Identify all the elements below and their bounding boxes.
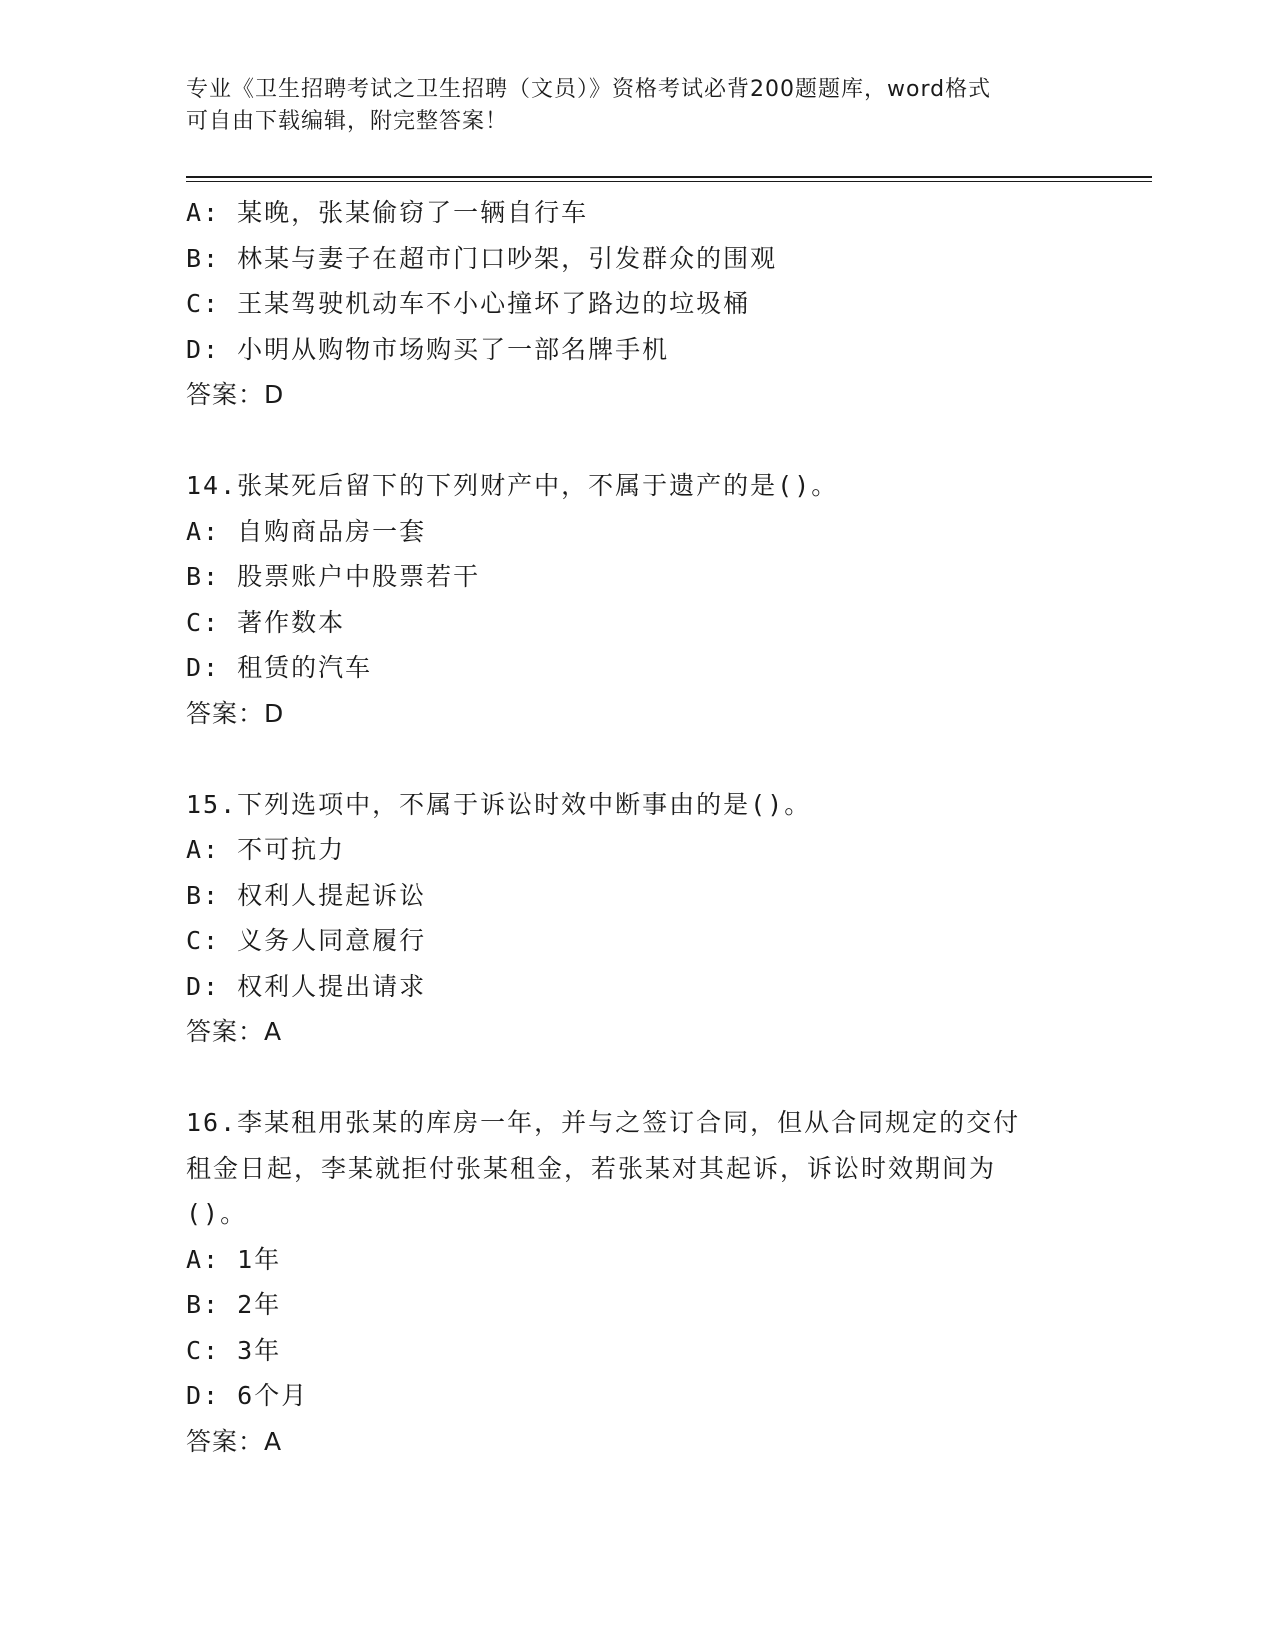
option-a: A: 不可抗力 bbox=[186, 835, 346, 864]
option-c: C: 3年 bbox=[186, 1335, 282, 1365]
option-a: A: 1年 bbox=[186, 1244, 282, 1274]
option-d: D: 小明从购物市场购买了一部名牌手机 bbox=[186, 334, 670, 364]
answer-line: 答案：D bbox=[186, 380, 285, 409]
question-stem-line-2: 租金日起，李某就拒付张某租金，若张某对其起诉，诉讼时效期间为 bbox=[186, 1153, 997, 1183]
option-b: B: 权利人提起诉讼 bbox=[186, 880, 427, 910]
question-spacer bbox=[186, 418, 1086, 464]
option-c: C: 义务人同意履行 bbox=[186, 926, 427, 955]
option-b: B: 股票账户中股票若干 bbox=[186, 562, 481, 591]
header-divider-thick bbox=[186, 176, 1152, 178]
answer-line: 答案：A bbox=[186, 1426, 283, 1456]
question-block-15 bbox=[186, 782, 1086, 1055]
question-block-13 bbox=[186, 190, 1086, 418]
answer-line: 答案：D bbox=[186, 698, 285, 728]
question-stem-line-3: ()。 bbox=[186, 1199, 248, 1228]
question-stem: 14.张某死后留下的下列财产中，不属于遗产的是()。 bbox=[186, 471, 839, 500]
option-c: C: 王某驾驶机动车不小心撞坏了路边的垃圾桶 bbox=[186, 289, 751, 318]
question-stem-line-1: 16.李某租用张某的库房一年，并与之签订合同，但从合同规定的交付 bbox=[186, 1108, 1021, 1137]
question-list bbox=[186, 190, 1086, 1464]
option-b: B: 2年 bbox=[186, 1290, 282, 1319]
question-stem: 15.下列选项中，不属于诉讼时效中断事由的是()。 bbox=[186, 789, 812, 819]
document-header bbox=[186, 74, 1086, 138]
header-title-line-1: 专业《卫生招聘考试之卫生招聘（文员）》资格考试必背200题题库，word格式 bbox=[186, 77, 992, 102]
question-block-16 bbox=[186, 1100, 1086, 1464]
option-a: A: 某晚，张某偷窃了一辆自行车 bbox=[186, 198, 589, 227]
option-d: D: 6个月 bbox=[186, 1381, 309, 1410]
header-divider-thin bbox=[186, 181, 1152, 182]
option-d: D: 租赁的汽车 bbox=[186, 653, 373, 682]
question-block-14 bbox=[186, 463, 1086, 736]
answer-line: 答案：A bbox=[186, 1017, 283, 1046]
question-spacer bbox=[186, 736, 1086, 782]
question-spacer bbox=[186, 1055, 1086, 1101]
option-d: D: 权利人提出请求 bbox=[186, 971, 427, 1001]
header-title-line-2: 可自由下载编辑，附完整答案！ bbox=[186, 109, 509, 134]
option-c: C: 著作数本 bbox=[186, 607, 346, 637]
option-a: A: 自购商品房一套 bbox=[186, 516, 427, 546]
option-b: B: 林某与妻子在超市门口吵架，引发群众的围观 bbox=[186, 243, 778, 273]
